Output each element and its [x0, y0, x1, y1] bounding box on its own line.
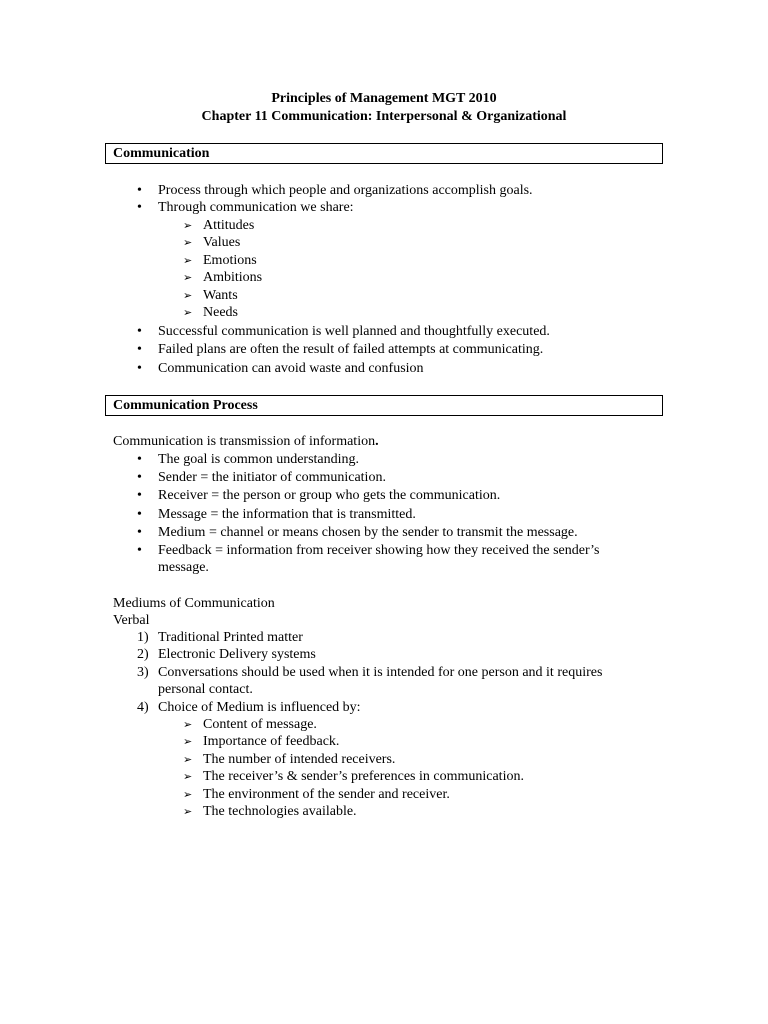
arrow-bullet-icon: ➢	[183, 770, 193, 784]
list-item: ➢ The receiver’s & sender’s preferences in communication.	[183, 769, 524, 785]
arrow-bullet-icon: ➢	[183, 718, 193, 731]
bullet-icon: •	[137, 324, 142, 339]
list-item: ➢ Ambitions	[183, 270, 263, 286]
verbal-numbered-list	[113, 629, 653, 716]
bullet-icon: •	[137, 342, 142, 358]
list-item: • Feedback = information from receiver showing how they received the sender’s message.	[137, 543, 600, 576]
list-item: • Successful communication is well planned and thoughtfully executed.	[113, 323, 673, 341]
arrow-bullet-icon: ➢	[183, 253, 193, 267]
list-item: ➢ The environment of the sender and receiver.	[183, 786, 450, 802]
bullet-icon: •	[137, 200, 142, 216]
list-item: ➢ Needs	[183, 305, 238, 321]
list-item: • Communication can avoid waste and confusion	[113, 360, 673, 378]
bullet-icon: •	[137, 543, 142, 559]
medium-influences-list	[183, 716, 653, 820]
section-heading-communication-process: Communication Process	[105, 395, 663, 416]
verbal-heading: Verbal	[113, 613, 150, 628]
list-item: • Medium = channel or means chosen by the sender to transmit the message.	[113, 524, 653, 542]
list-item: • Through communication we share:	[137, 200, 354, 216]
communication-bullets-b	[113, 323, 673, 378]
list-item: 4) Choice of Medium is influenced by:	[137, 699, 361, 715]
arrow-bullet-icon: ➢	[183, 271, 193, 285]
list-item: 3) Conversations should be used when it is intended for one person and it requires personal contact.	[137, 664, 603, 698]
arrow-bullet-icon: ➢	[183, 787, 193, 801]
bullet-icon: •	[137, 488, 142, 504]
list-item: ➢ Values	[183, 235, 241, 251]
process-bullets	[113, 451, 653, 577]
bullet-icon: •	[137, 452, 142, 467]
list-item: • Receiver = the person or group who gets the communication.	[113, 487, 653, 505]
list-item: ➢ Content of message.	[183, 717, 317, 732]
arrow-bullet-icon: ➢	[183, 752, 193, 766]
bullet-icon: •	[137, 360, 142, 376]
document-title	[0, 90, 768, 126]
list-item: • The goal is common understanding.	[113, 451, 653, 469]
list-item: 1) Traditional Printed matter	[137, 630, 303, 645]
arrow-bullet-icon: ➢	[183, 735, 193, 749]
bullet-icon: •	[137, 470, 142, 486]
course-title: Principles of Management MGT 2010	[271, 91, 497, 106]
list-item: • Process through which people and organizations accomplish goals.	[137, 183, 533, 198]
bullet-icon: •	[137, 506, 142, 522]
arrow-bullet-icon: ➢	[183, 236, 193, 250]
arrow-bullet-icon: ➢	[183, 306, 193, 320]
section-heading-communication: Communication	[105, 143, 663, 164]
list-item: • Sender = the initiator of communication.	[113, 469, 653, 487]
list-item: 2) Electronic Delivery systems	[137, 647, 316, 663]
list-item: ➢ The number of intended receivers.	[183, 751, 396, 767]
communication-bullets-a	[113, 182, 673, 217]
arrow-bullet-icon: ➢	[183, 219, 193, 232]
list-item: ➢ Attitudes	[183, 218, 255, 233]
arrow-bullet-icon: ➢	[183, 805, 193, 819]
process-intro: Communication is transmission of information.	[113, 434, 379, 449]
bullet-icon: •	[137, 183, 142, 198]
chapter-title: Chapter 11 Communication: Interpersonal & Organizational	[201, 109, 567, 124]
list-item: • Failed plans are often the result of failed attempts at communicating.	[113, 341, 673, 359]
list-item: • Message = the information that is transmitted.	[113, 506, 653, 524]
share-items-list	[183, 217, 483, 321]
list-item: ➢ Wants	[183, 287, 238, 303]
arrow-bullet-icon: ➢	[183, 288, 193, 302]
bullet-icon: •	[137, 524, 142, 540]
list-item: ➢ Emotions	[183, 252, 257, 268]
mediums-heading: Mediums of Communication	[113, 596, 275, 611]
list-item: ➢ Importance of feedback.	[183, 734, 340, 750]
list-item: ➢ The technologies available.	[183, 804, 357, 820]
